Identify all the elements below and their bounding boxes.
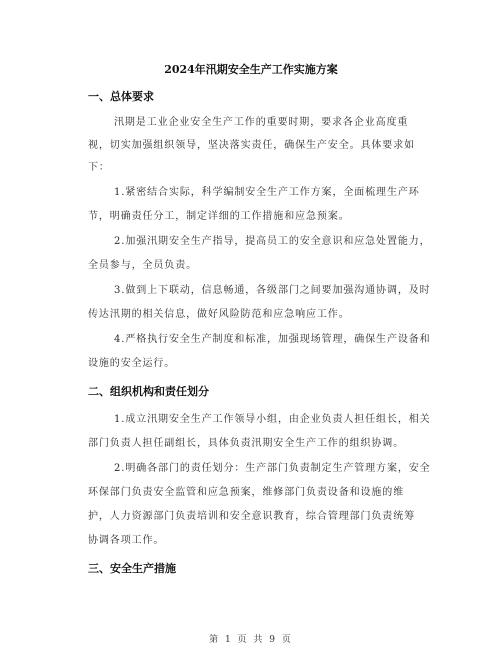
paragraph-line: 下： <box>88 162 110 173</box>
paragraph-line: 视，切实加强组织领导，坚决落实责任，确保生产安全。具体要求如 <box>88 140 415 151</box>
paragraph-line: 传达汛期的相关信息，做好风险防范和应急响应工作。 <box>88 309 350 320</box>
section-heading-1: 一、总体要求 <box>88 90 154 103</box>
section-heading-2: 二、组织机构和责任划分 <box>88 385 209 398</box>
paragraph-line: 4.严格执行安全生产制度和标准，加强现场管理，确保生产设备和 <box>114 334 431 345</box>
paragraph-line: 护，人力资源部门负责培训和安全意识教育，综合管理部门负责统筹 <box>88 511 415 522</box>
paragraph-line: 1.紧密结合实际，科学编制安全生产工作方案，全面梳理生产环 <box>114 187 420 198</box>
paragraph-line: 1.成立汛期安全生产工作领导小组，由企业负责人担任组长，相关 <box>114 414 431 425</box>
paragraph-line: 设施的安全运行。 <box>88 358 176 369</box>
paragraph-line: 节，明确责任分工，制定详细的工作措施和应急预案。 <box>88 211 350 222</box>
paragraph-line: 部门负责人担任副组长，具体负责汛期安全生产工作的组织协调。 <box>88 438 405 449</box>
paragraph-line: 全员参与，全员负责。 <box>88 260 197 271</box>
section-heading-3: 三、安全生产措施 <box>88 562 176 575</box>
paragraph-line: 2.明确各部门的责任划分：生产部门负责制定生产管理方案，安全 <box>114 463 431 474</box>
paragraph-line: 协调各项工作。 <box>88 535 165 546</box>
paragraph-line: 2.加强汛期安全生产指导，提高员工的安全意识和应急处置能力， <box>114 236 431 247</box>
paragraph-line: 环保部门负责安全监管和应急预案，维修部门负责设备和设施的维 <box>88 487 405 498</box>
paragraph-line: 3.做到上下联动，信息畅通，各级部门之间要加强沟通协调，及时 <box>114 285 431 296</box>
document-title: 2024年汛期安全生产工作实施方案 <box>164 63 338 76</box>
paragraph-line: 汛期是工业企业安全生产工作的重要时期，要求各企业高度重 <box>114 117 409 128</box>
page-number-footer: 第 1 页 共 9 页 <box>209 635 293 645</box>
